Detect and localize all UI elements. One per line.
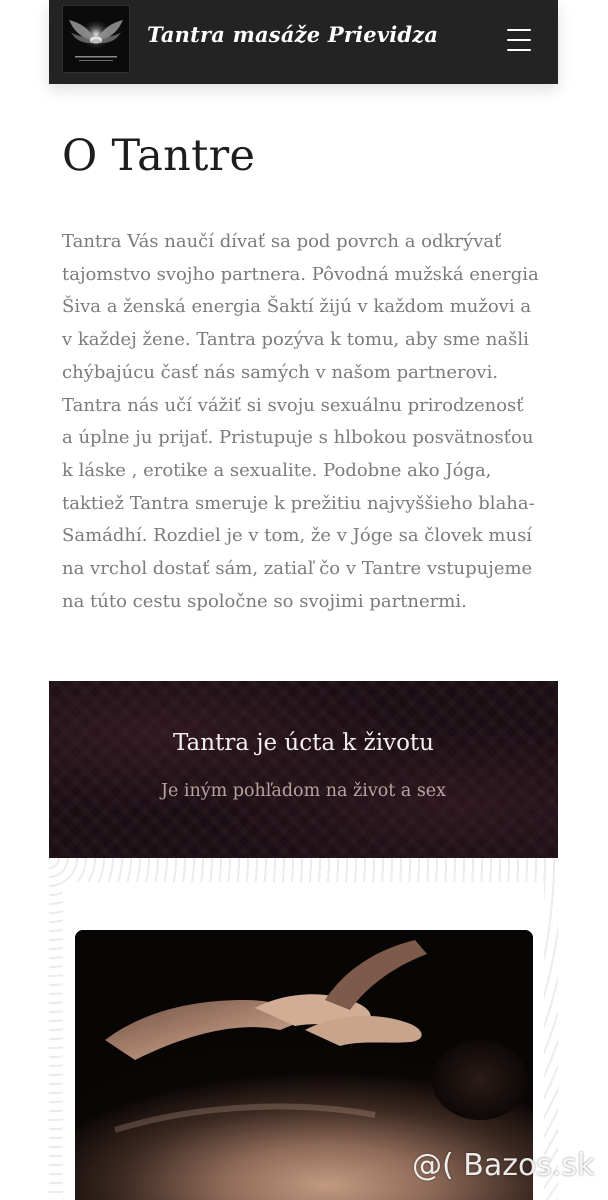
section-title: O Tantre [62,131,256,181]
paragraph-line: v každej žene. Tantra pozýva k tomu, aby sme našli [62,329,529,351]
paragraph-line: Tantra Vás naučí dívať sa pod povrch a odkrývať [62,231,502,252]
banner-subtitle: Je iným pohľadom na život a sex [160,781,447,801]
banner-title: Tantra je úcta k životu [173,730,434,756]
watermark: @( Bazos.sk [412,1148,595,1183]
paragraph-line: Samádhí. Rozdiel je v tom, že v Jóge sa človek musí [62,525,533,547]
paragraph-line: tajomstvo svojho partnera. Pôvodná mužská energia [62,263,539,285]
site-title[interactable]: Tantra masáže Prievidza [147,22,439,47]
menu-bar [507,49,531,51]
paragraph-line: k láske , erotike a sexualite. Podobne ako Jóga, [62,459,492,481]
hamburger-menu-icon[interactable] [504,26,534,54]
menu-bar [507,29,531,31]
quote-banner [49,681,558,858]
paragraph-line: a úplne ju prijať. Pristupuje s hlbokou posvätnosťou [62,427,534,449]
paragraph-line: chýbajúcu časť nás samých v našom partnerovi. [62,361,499,383]
paragraph-line: na túto cestu spoločne so svojimi partnermi. [62,590,467,612]
about-paragraph [62,226,547,618]
winged-lotus-logo-icon[interactable] [62,5,130,73]
paragraph-line: na vrchol dostať sám, zatiaľ čo v Tantre vstupujeme [62,558,533,580]
site-header [49,0,558,84]
paragraph-line: taktiež Tantra smeruje k prežitiu najvyššieho blaha- [62,492,535,514]
paragraph-line: Tantra nás učí vážiť si svoju sexuálnu prirodzenosť [62,394,524,416]
paragraph-line: Šiva a ženská energia Šaktí žijú v každom mužovi a [62,296,532,318]
menu-bar [507,39,531,41]
